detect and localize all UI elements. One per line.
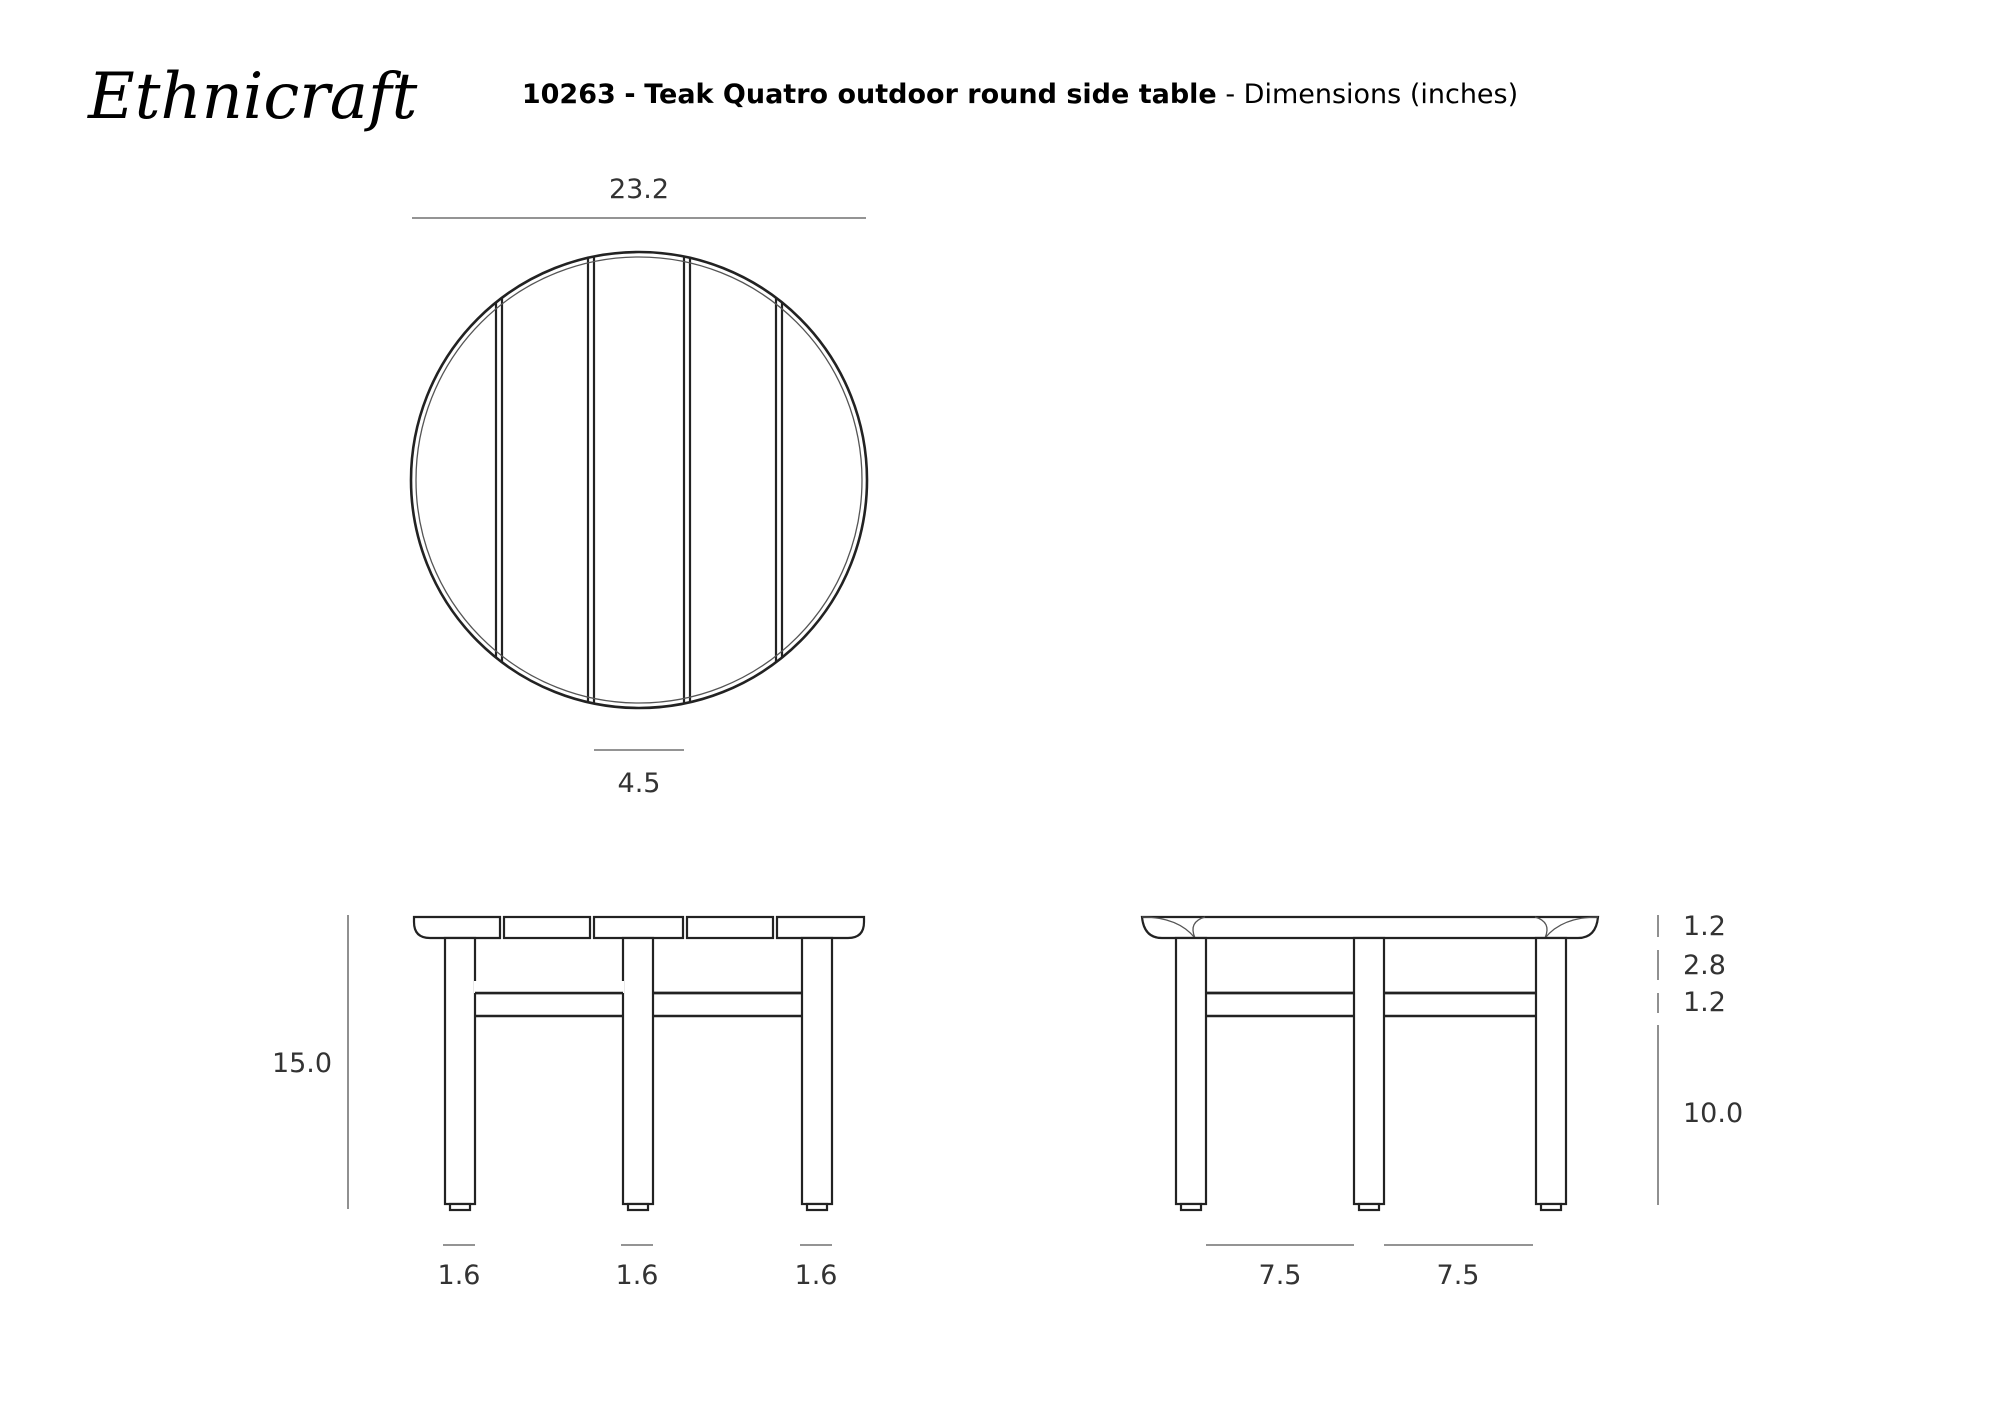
foot	[450, 1204, 470, 1210]
slat	[690, 240, 776, 720]
top-thickness-label: 1.2	[1683, 911, 1726, 942]
leg-clearance-label: 10.0	[1683, 1098, 1744, 1129]
slat	[504, 917, 590, 938]
slat	[502, 240, 588, 720]
foot	[1181, 1204, 1201, 1210]
foot	[1541, 1204, 1561, 1210]
tabletop-slats	[405, 240, 873, 720]
slat	[594, 240, 684, 720]
span-label: 7.5	[1436, 1260, 1480, 1291]
side-view	[1142, 911, 1743, 1291]
leg	[1176, 938, 1206, 1204]
leg	[1536, 938, 1566, 1204]
leg	[1354, 938, 1384, 1204]
foot	[1359, 1204, 1379, 1210]
leg-width-label: 1.6	[615, 1260, 659, 1291]
product-name: Teak Quatro outdoor round side table	[644, 79, 1217, 110]
overall-width-label: 23.2	[608, 174, 670, 205]
slat	[777, 917, 864, 938]
page-title: 10263 - Teak Quatro outdoor round side table - Dimensions (inches)	[521, 79, 1519, 110]
foot	[807, 1204, 827, 1210]
slat	[782, 240, 873, 720]
top-view	[405, 174, 873, 799]
slat	[414, 917, 500, 938]
brand-logo: Ethnicraft	[88, 60, 418, 134]
leg	[802, 938, 832, 1204]
slat	[405, 240, 496, 720]
leg-width-label: 1.6	[794, 1260, 838, 1291]
front-view	[272, 915, 864, 1291]
slat	[687, 917, 773, 938]
height-label: 15.0	[271, 1048, 333, 1079]
slat	[594, 917, 683, 938]
leg-width-label: 1.6	[437, 1260, 481, 1291]
apron-gap-label: 2.8	[1683, 950, 1726, 981]
span-label: 7.5	[1258, 1260, 1302, 1291]
stretcher-label: 1.2	[1683, 987, 1726, 1018]
subtitle: Dimensions (inches)	[1243, 79, 1519, 110]
slat-width-label: 4.5	[617, 768, 661, 799]
leg	[445, 938, 475, 1204]
tabletop-side	[1142, 917, 1598, 938]
foot	[628, 1204, 648, 1210]
product-code: 10263	[521, 79, 616, 110]
leg	[623, 938, 653, 1204]
